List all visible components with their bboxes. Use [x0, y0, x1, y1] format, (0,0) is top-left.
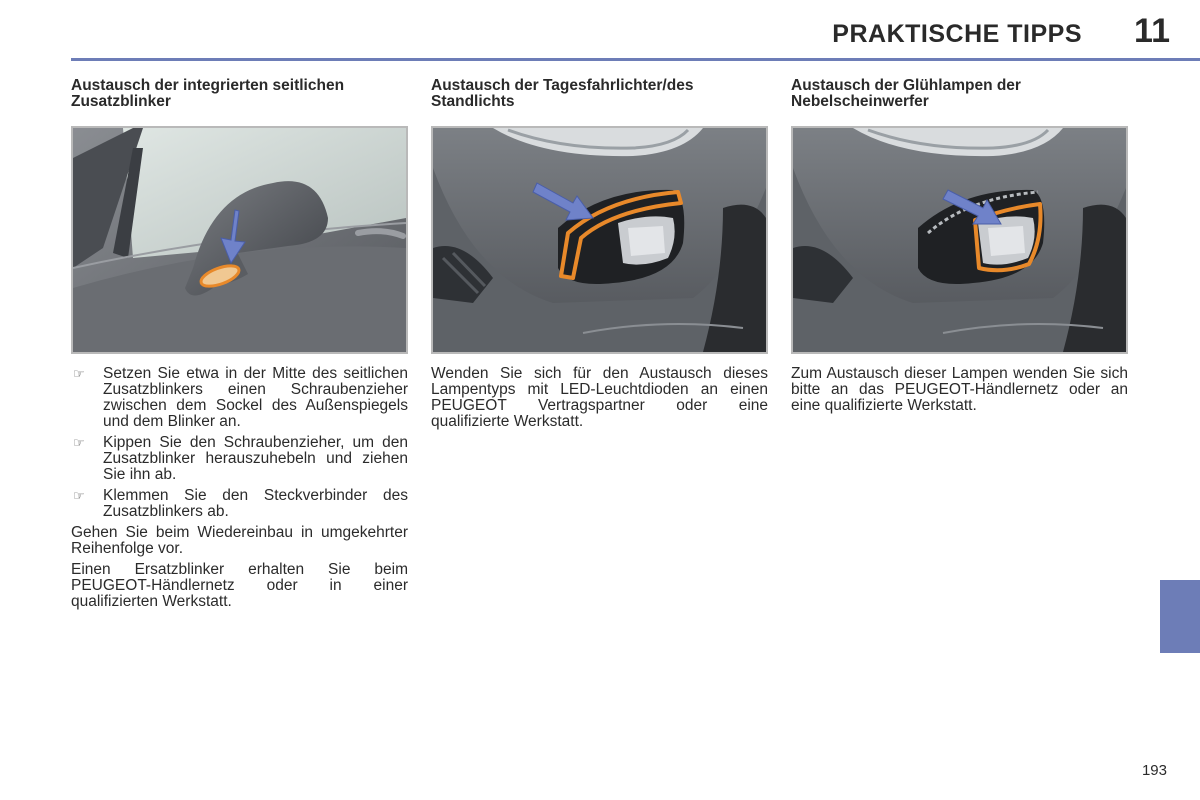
chapter-side-tab	[1160, 580, 1200, 653]
pointing-hand-icon: ☞	[73, 435, 85, 450]
chapter-title: PRAKTISCHE TIPPS	[832, 20, 1082, 48]
chapter-number: 11	[1134, 12, 1170, 50]
list-item-text: Kippen Sie den Schraubenzieher, um den Zusatzblinker herauszuhebeln und ziehen Sie ihn ab.	[103, 434, 408, 483]
section-title: Austausch der Glühlampen der Nebelscheinwerfer	[791, 77, 1021, 110]
section-fog-lamps	[791, 78, 1128, 419]
section-title: Austausch der integrierten seitlichen Zusatzblinker	[71, 77, 345, 110]
list-item-text: Klemmen Sie den Steckverbinder des Zusatzblinkers ab.	[103, 487, 408, 520]
mirror-indicator-illustration	[71, 126, 408, 354]
pointing-hand-icon: ☞	[73, 488, 85, 503]
list-item-text: Setzen Sie etwa in der Mitte des seitlichen Zusatzblinkers einen Schraubenzieher zwischen dem Sockel des Außenspiegels und dem Blinker an.	[103, 365, 408, 430]
fog-lamp-illustration	[791, 126, 1128, 354]
daytime-light-illustration	[431, 126, 768, 354]
list-item	[71, 366, 408, 430]
pointing-hand-icon: ☞	[73, 366, 85, 381]
section-title: Austausch der Tagesfahrlichter/des Standlichts	[431, 77, 694, 110]
paragraph: Gehen Sie beim Wiedereinbau in umgekehrter Reihenfolge vor.	[71, 524, 408, 557]
page-number: 193	[1141, 762, 1167, 779]
header-rule	[71, 58, 1200, 61]
list-item	[71, 435, 408, 483]
paragraph: Zum Austausch dieser Lampen wenden Sie sich bitte an das PEUGEOT-Händlernetz oder an eine qualifizierte Werkstatt.	[791, 365, 1128, 414]
section-side-indicator	[71, 78, 408, 615]
paragraph: Wenden Sie sich für den Austausch dieses Lampentyps mit LED-Leuchtdioden an einen PEUGEOT Vertragspartner oder eine qualifizierte Werkstatt.	[431, 365, 768, 430]
paragraph: Einen Ersatzblinker erhalten Sie beim PEUGEOT-Händlernetz oder in einer qualifizierten Werkstatt.	[71, 561, 408, 610]
section-daytime-lights	[431, 78, 768, 435]
list-item	[71, 488, 408, 520]
